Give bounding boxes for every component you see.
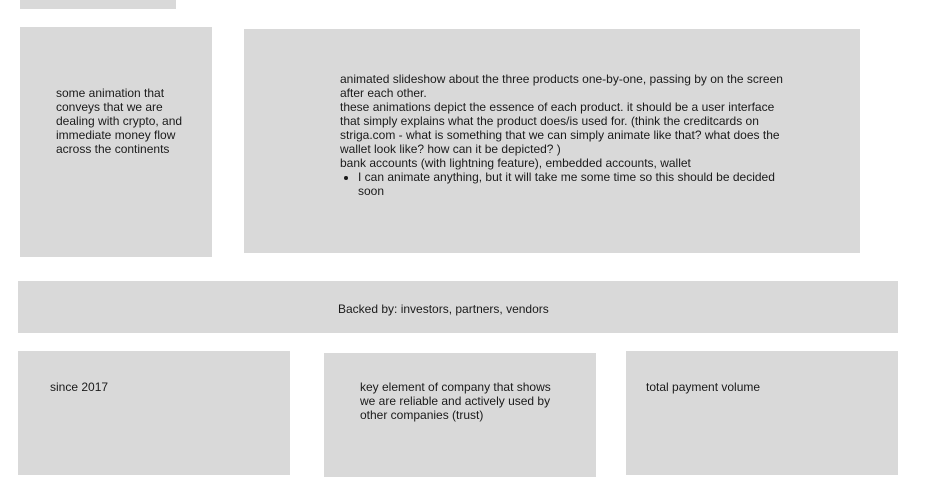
slideshow-bullet-list	[340, 170, 795, 198]
products-slideshow-description	[340, 72, 795, 198]
slideshow-line-3: bank accounts (with lightning feature), embedded accounts, wallet	[340, 156, 691, 170]
top-partial-block	[20, 0, 176, 9]
stat-card-since-text: since 2017	[50, 380, 109, 394]
slideshow-line-2: these animations depict the essence of each product. it should be a user interface that simply explains what the product does/is used for. (think the creditcards on striga.com - what is something that we can simply animate like that? what does the wallet look like? how can it be depicted? )	[340, 100, 780, 156]
stat-card-volume	[626, 351, 898, 475]
stat-card-trust-text: key element of company that shows we are reliable and actively used by other companies (trust)	[360, 380, 551, 422]
slideshow-bullet-1: • I can animate anything, but it will take me some time so this should be decided soon	[358, 170, 795, 198]
backed-by-text: Backed by: investors, partners, vendors	[338, 302, 549, 316]
hero-animation-description: some animation that conveys that we are dealing with crypto, and immediate money flow across the continents	[56, 86, 183, 156]
stat-card-since	[18, 351, 290, 475]
slideshow-line-1: animated slideshow about the three products one-by-one, passing by on the screen after each other.	[340, 72, 783, 100]
stat-card-volume-text: total payment volume	[646, 380, 761, 394]
